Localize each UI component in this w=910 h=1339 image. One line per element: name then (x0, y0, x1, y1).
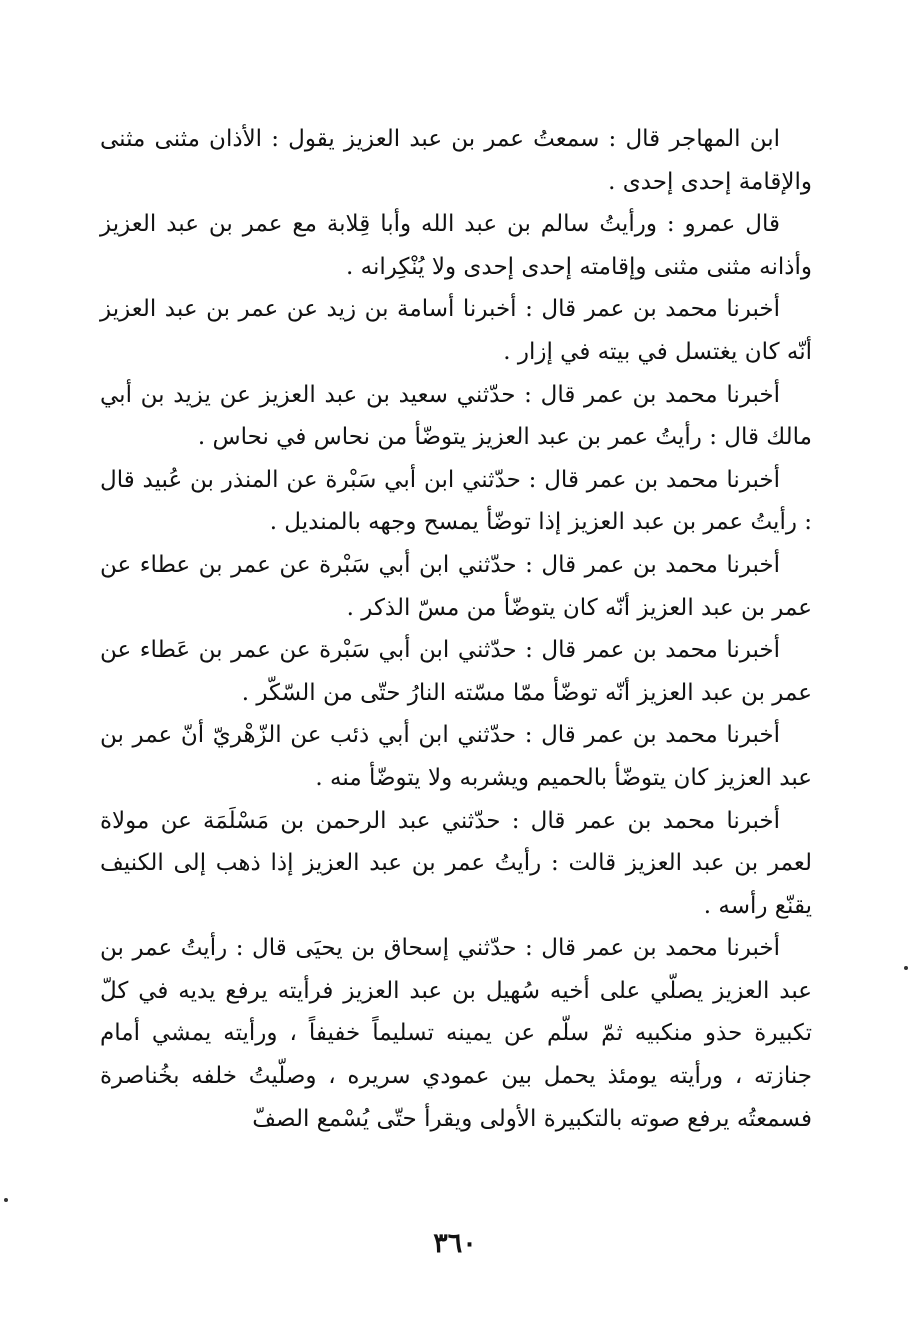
paragraph-3: أخبرنا محمد بن عمر قال : أخبرنا أسامة بن زيد عن عمر بن عبد العزيز أنّه كان يغتسل في بيته في إزار . (100, 296, 812, 365)
paragraph-6: أخبرنا محمد بن عمر قال : حدّثني ابن أبي سَبْرة عن عمر بن عطاء عن عمر بن عبد العزيز أنّه كان يتوضّأ من مسّ الذكر . (100, 551, 812, 621)
scan-speck (4, 1198, 8, 1202)
paragraph-1: ابن المهاجر قال : سمعتُ عمر بن عبد العزيز يقول : الأذان مثنى مثنى والإقامة إحدى إحدى . (100, 126, 812, 195)
paragraph-4: أخبرنا محمد بن عمر قال : حدّثني سعيد بن عبد العزيز عن يزيد بن أبي مالك قال : رأيتُ عمر بن عبد العزيز يتوضّأ من نحاس في نحاس . (100, 381, 812, 451)
paragraph-8: أخبرنا محمد بن عمر قال : حدّثني ابن أبي ذئب عن الزّهْريّ أنّ عمر بن عبد العزيز كان يتوضّأ بالحميم ويشربه ولا يتوضّأ منه . (100, 722, 812, 791)
page-body (100, 118, 812, 1228)
paragraph-10: أخبرنا محمد بن عمر قال : حدّثني إسحاق بن يحيَى قال : رأيتُ عمر بن عبد العزيز يصلّي على أخيه سُهيل بن عبد العزيز فرأيته يرفع يديه في كلّ تكبيرة حذو منكبيه ثمّ سلّم عن يمينه تسليماً خفيفاً ، ورأيته يمشي أمام جنازته ، ورأيته يومئذ يحمل بين عمودي سريره ، وصلّيتُ خلفه بخُناصرة فسمعتُه يرفع صوته بالتكبيرة الأولى ويقرأ حتّى يُسْمع الصفّ (100, 935, 812, 1132)
paragraph-7: أخبرنا محمد بن عمر قال : حدّثني ابن أبي سَبْرة عن عمر بن عَطاء عن عمر بن عبد العزيز أنّه توضّأ ممّا مسّته النارُ حتّى من السّكّر . (100, 637, 812, 706)
paragraph-2: قال عمرو : ورأيتُ سالم بن عبد الله وأبا قِلابة مع عمر بن عبد العزيز وأذانه مثنى مثنى وإقامته إحدى إحدى ولا يُنْكِرانه . (100, 211, 812, 280)
page-number: ٣٦٠ (433, 1228, 477, 1259)
scan-speck (904, 966, 908, 970)
paragraph-5: أخبرنا محمد بن عمر قال : حدّثني ابن أبي سَبْرة عن المنذر بن عُبيد قال : رأيتُ عمر بن عبد العزيز إذا توضّأ يمسح وجهه بالمنديل . (100, 466, 812, 536)
paragraph-9: أخبرنا محمد بن عمر قال : حدّثني عبد الرحمن بن مَسْلَمَة عن مولاة لعمر بن عبد العزيز قالت : رأيتُ عمر بن عبد العزيز إذا ذهب إلى الكنيف يقنّع رأسه . (100, 807, 812, 919)
